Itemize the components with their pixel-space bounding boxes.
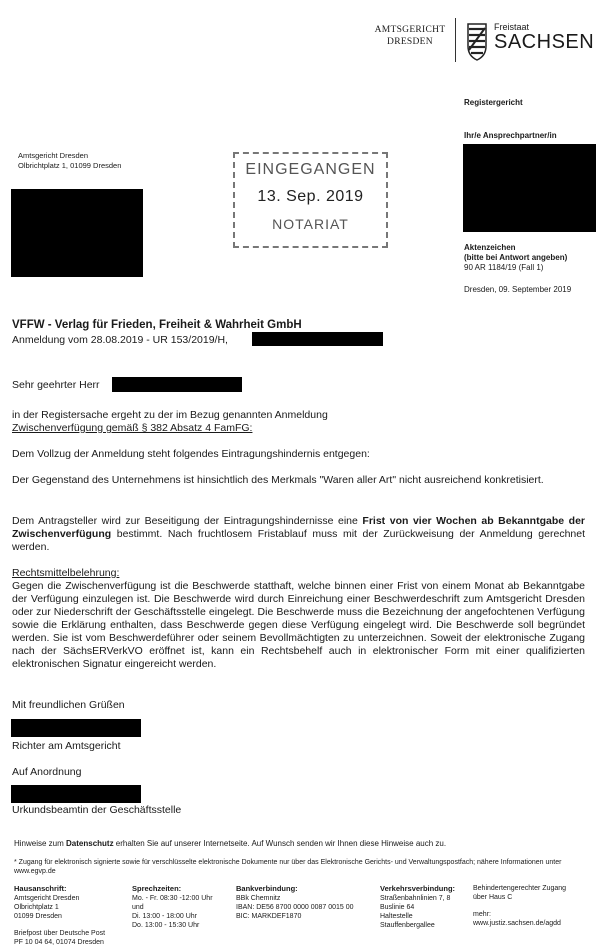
closing: Mit freundlichen Grüßen <box>12 699 125 711</box>
stamp-line-1: EINGEGANGEN <box>245 161 376 178</box>
file-number: 90 AR 1184/19 (Fall 1) <box>464 263 544 272</box>
header-divider <box>455 18 456 62</box>
footer-address-spacer <box>14 921 124 929</box>
state-name <box>494 22 594 52</box>
return-address-line-2: Olbrichtplatz 1, 01099 Dresden <box>18 160 122 170</box>
state-line-1: Freistaat <box>494 22 530 32</box>
footer-address-title: Hausanschrift: <box>14 884 67 893</box>
privacy-part-1: Hinweise zum <box>14 839 67 848</box>
department: Registergericht <box>464 98 523 107</box>
redacted-name <box>112 377 242 392</box>
footer-address-line: PF 10 04 64, 01074 Dresden <box>14 939 104 946</box>
footer-address <box>14 884 124 947</box>
footer-bank <box>236 884 376 921</box>
privacy-keyword: Datenschutz <box>66 839 114 848</box>
saxony-coat-of-arms-icon <box>466 20 488 62</box>
footer-hours-title: Sprechzeiten: <box>132 884 182 893</box>
paragraph-3 <box>12 515 585 554</box>
footer-access-line: Behindertengerechter Zugang <box>473 885 567 892</box>
footer-transport-line: Straßenbahnlinien 7, 8 <box>380 895 451 902</box>
intro-line-1: in der Registersache ergeht zu der im Bezug genannten Anmeldung <box>12 409 328 421</box>
file-number-block <box>464 243 567 273</box>
footer-hours-line: Mo. - Fr. 08:30 -12:00 Uhr <box>132 895 213 902</box>
footer-address-line: Olbrichtplatz 1 <box>14 904 59 911</box>
redacted-reference <box>252 332 383 346</box>
court-name <box>372 24 448 48</box>
return-address <box>18 151 121 170</box>
salutation: Sehr geehrter Herr <box>12 379 100 391</box>
file-number-label: Aktenzeichen <box>464 243 516 252</box>
paragraph-3-part-1: Dem Antragsteller wird zur Beseitigung der Eintragungshindernisse eine <box>12 515 363 527</box>
judge-title: Richter am Amtsgericht <box>12 740 121 752</box>
redacted-judge-signature <box>11 719 141 737</box>
letter-date: Dresden, 09. September 2019 <box>464 285 572 294</box>
redacted-recipient-address <box>11 189 143 277</box>
footer-access <box>473 884 598 928</box>
footer-transport-line: Haltestelle <box>380 913 413 920</box>
footer-address-line: Briefpost über Deutsche Post <box>14 930 106 937</box>
subject-company: VFFW - Verlag für Frieden, Freiheit & Wahrheit GmbH <box>12 319 302 331</box>
paragraph-1: Dem Vollzug der Anmeldung steht folgendes Eintragungshindernis entgegen: <box>12 448 370 460</box>
footer-bank-line: BBk Chemnitz <box>236 895 281 902</box>
footer-transport-title: Verkehrsverbindung: <box>380 884 456 893</box>
subject-reference: Anmeldung vom 28.08.2019 - UR 153/2019/H, <box>12 334 228 346</box>
received-stamp <box>233 152 388 248</box>
footer-address-line: Amtsgericht Dresden <box>14 895 80 902</box>
footer-access-spacer <box>473 902 598 910</box>
court-line-1: AMTSGERICHT <box>374 25 446 35</box>
footer-hours-line: Di. 13:00 - 18:00 Uhr <box>132 913 197 920</box>
privacy-part-2: erhalten Sie auf unserer Internetseite. Auf Wunsch senden wir Ihnen diese Hinweise auch zu. <box>113 839 447 848</box>
clerk-title: Urkundsbeamtin der Geschäftsstelle <box>12 804 182 816</box>
intro-line-2: Zwischenverfügung gemäß § 382 Absatz 4 FamFG: <box>12 422 253 434</box>
footer-bank-line: BIC: MARKDEF1870 <box>236 913 302 920</box>
file-number-hint: (bitte bei Antwort angeben) <box>464 253 568 262</box>
redacted-contact <box>463 144 596 232</box>
state-line-2: SACHSEN <box>494 31 595 53</box>
redacted-clerk-signature <box>11 785 141 803</box>
footer-bank-title: Bankverbindung: <box>236 884 298 893</box>
by-order: Auf Anordnung <box>12 766 82 778</box>
privacy-notice <box>14 839 446 848</box>
paragraph-2: Der Gegenstand des Unternehmens ist hinsichtlich des Merkmals "Waren aller Art" nicht ausreichend konkretisiert. <box>12 474 544 486</box>
footer-bank-line: IBAN: DE56 8700 0000 0087 0015 00 <box>236 904 354 911</box>
legal-remedy-title: Rechtsmittelbelehrung: <box>12 567 120 579</box>
footer-transport-line: Buslinie 64 <box>380 904 415 911</box>
return-address-line-1: Amtsgericht Dresden <box>18 151 89 160</box>
egvp-note: * Zugang für elektronisch signierte sowie für verschlüsselte elektronische Dokumente nur über das Elektronische Gerichts- und Verwaltungspostfach; nähere Informationen unter www.egvp.de <box>14 859 562 875</box>
footer-access-line: über Haus C <box>473 894 513 901</box>
legal-remedy-text: Gegen die Zwischenverfügung ist die Beschwerde statthaft, welche binnen einer Frist von einem Monat ab Bekanntgabe der Verfügung einzulegen ist. Die Beschwerde wird durch Einreichung einer Beschwerdeschrift zum Amtsgericht Dresden oder zur Niederschrift der Geschäftsstelle eingelegt. Die Beschwerde muss die Bezeichnung der angefochtenen Verfügung sowie die Erklärung enthalten, dass Beschwerde gegen diese Verfügung eingelegt wird. Die Beschwerde soll begründet werden. Sie ist vom Beschwerdeführer oder seinem Bevollmächtigten zu unterzeichnen. Soweit der elektronische Zugang nach der SächsERVerkVO eröffnet ist, kann ein Rechtsbehelf auch in elektronischer Form mit einer qualifizierten elektronischen Signatur eingereicht werden. <box>12 580 585 670</box>
footer-website-link[interactable]: www.justiz.sachsen.de/agdd <box>473 920 561 927</box>
contact-label: Ihr/e Ansprechpartner/in <box>464 131 557 140</box>
footer-hours <box>132 884 232 930</box>
footer-transport <box>380 884 470 930</box>
court-line-2: DRESDEN <box>387 37 433 47</box>
footer-hours-line: Do. 13:00 - 15:30 Uhr <box>132 922 200 929</box>
stamp-date: 13. Sep. 2019 <box>257 188 364 205</box>
footer-address-line: 01099 Dresden <box>14 913 62 920</box>
stamp-line-3: NOTARIAT <box>272 216 349 232</box>
deadline-text: Frist von vier Wochen ab Bekanntgabe der Zwischenverfügung <box>12 515 585 540</box>
footer-hours-line: und <box>132 904 144 911</box>
footer-access-line: mehr: <box>473 911 491 918</box>
footer-transport-line: Stauffenbergallee <box>380 922 435 929</box>
paragraph-3-part-2: bestimmt. Nach fruchtlosem Fristablauf muss mit der Zurückweisung der Anmeldung gerechnet werden. <box>12 528 585 553</box>
